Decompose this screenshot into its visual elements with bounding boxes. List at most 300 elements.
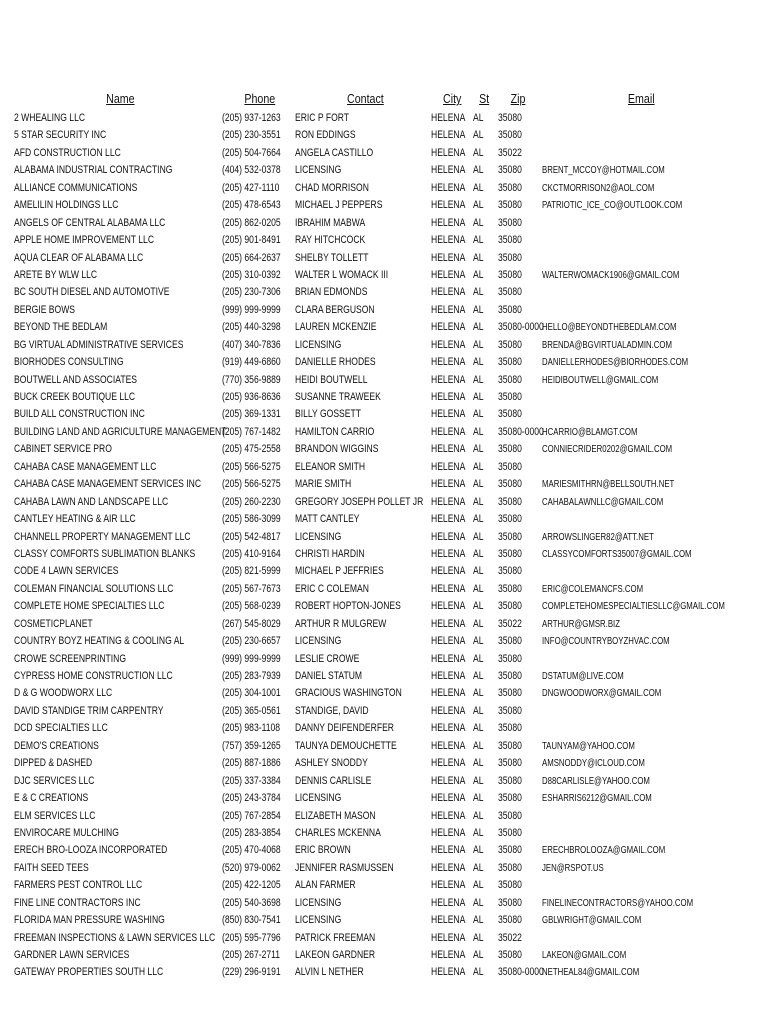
cell-phone: (205) 243-3784 [222,792,281,805]
cell-st: AL [473,530,484,543]
cell-city: HELENA [431,268,466,281]
cell-zip: 35080 [498,251,522,264]
table-row [0,459,770,476]
cell-st: AL [473,146,484,159]
table-row [0,598,770,615]
cell-name: 2 WHEALING LLC [14,112,86,124]
cell-email: ERECHBROLOOZA@GMAIL.COM [542,845,666,857]
cell-zip: 35080 [498,286,522,299]
cell-phone: (205) 230-6657 [222,635,281,648]
cell-name: FAITH SEED TEES [14,861,89,874]
cell-contact: LICENSING [295,792,342,805]
cell-zip: 35022 [498,617,522,630]
cell-email: GBLWRIGHT@GMAIL.COM [542,915,642,927]
cell-phone: (205) 540-3698 [222,896,281,909]
cell-st: AL [473,391,484,403]
cell-zip: 35080 [498,338,522,351]
cell-email: DANIELLERHODES@BIORHODES.COM [542,357,689,369]
cell-email: ESHARRIS6212@GMAIL.COM [542,793,652,805]
cell-phone: (205) 310-0392 [222,268,281,281]
cell-phone: (404) 532-0378 [222,164,281,177]
cell-city: HELENA [431,495,466,508]
table-row [0,703,770,720]
cell-st: AL [473,164,484,177]
table-row [0,372,770,389]
cell-phone: (205) 767-1482 [222,425,281,438]
table-row [0,337,770,354]
cell-phone: (205) 337-3384 [222,774,281,787]
cell-name: ARETE BY WLW LLC [14,268,98,281]
cell-email: D88CARLISLE@YAHOO.COM [542,775,650,787]
cell-name: BUILDING LAND AND AGRICULTURE MANAGEMENT [14,425,227,438]
cell-zip: 35080 [498,687,522,700]
cell-name: APPLE HOME IMPROVEMENT LLC [14,234,155,247]
table-row [0,476,770,493]
cell-name: FINE LINE CONTRACTORS INC [14,896,141,909]
cell-email: CLASSYCOMFORTS35007@GMAIL.COM [542,548,692,560]
cell-contact: HEIDI BOUTWELL [295,373,368,386]
cell-zip: 35080 [498,652,522,665]
cell-name: E & C CREATIONS [14,792,89,805]
cell-name: BERGIE BOWS [14,303,76,316]
cell-zip: 35080 [498,373,522,386]
cell-email: BRENT_MCCOY@HOTMAIL.COM [542,165,665,177]
cell-phone: (205) 566-5275 [222,460,281,473]
cell-zip: 35080 [498,303,522,316]
cell-city: HELENA [431,391,466,403]
cell-phone: (205) 586-3099 [222,513,281,526]
cell-phone: (205) 983-1108 [222,722,281,735]
cell-zip: 35080 [498,460,522,473]
cell-phone: (999) 999-9999 [222,303,281,316]
cell-city: HELENA [431,757,466,770]
table-row [0,808,770,825]
cell-city: HELENA [431,338,466,351]
table-row [0,267,770,284]
cell-name: ENVIROCARE MULCHING [14,826,119,839]
cell-st: AL [473,565,484,578]
cell-email: CONNIECRIDER0202@GMAIL.COM [542,444,673,456]
cell-phone: (850) 830-7541 [222,914,281,927]
table-row [0,127,770,144]
cell-name: CANTLEY HEATING & AIR LLC [14,513,136,526]
cell-phone: (205) 365-0561 [222,704,281,717]
cell-zip: 35080 [498,478,522,491]
cell-zip: 35080 [498,914,522,927]
table-row [0,145,770,162]
cell-st: AL [473,373,484,386]
cell-contact: LAKEON GARDNER [295,949,376,961]
cell-zip: 35080 [498,216,522,229]
header-st: St [479,91,490,106]
cell-name: BIORHODES CONSULTING [14,356,124,369]
cell-phone: (229) 296-9191 [222,966,281,979]
cell-contact: ALVIN L NETHER [295,966,364,979]
cell-contact: LICENSING [295,530,342,543]
table-row [0,563,770,580]
cell-email: ARROWSLINGER82@ATT.NET [542,531,654,543]
cell-name: BC SOUTH DIESEL AND AUTOMOTIVE [14,286,170,299]
cell-city: HELENA [431,303,466,316]
cell-name: BUCK CREEK BOUTIQUE LLC [14,391,136,403]
cell-email: ARTHUR@GMSR.BIZ [542,618,620,630]
cell-name: ALLIANCE COMMUNICATIONS [14,181,138,194]
cell-name: FREEMAN INSPECTIONS & LAWN SERVICES LLC [14,931,216,944]
cell-email: HCARRIO@BLAMGT.COM [542,426,638,438]
cell-name: COUNTRY BOYZ HEATING & COOLING AL [14,635,185,648]
cell-city: HELENA [431,914,466,927]
cell-name: FARMERS PEST CONTROL LLC [14,879,143,892]
cell-name: BUILD ALL CONSTRUCTION INC [14,408,145,421]
cell-phone: (407) 340-7836 [222,338,281,351]
cell-contact: IBRAHIM MABWA [295,216,366,229]
cell-phone: (205) 478-6543 [222,199,281,212]
cell-phone: (205) 767-2854 [222,809,281,822]
table-row [0,738,770,755]
cell-city: HELENA [431,530,466,543]
cell-email: DSTATUM@LIVE.COM [542,671,624,682]
table-row [0,319,770,336]
cell-st: AL [473,443,484,456]
cell-st: AL [473,251,484,264]
cell-name: COLEMAN FINANCIAL SOLUTIONS LLC [14,582,174,595]
cell-st: AL [473,513,484,526]
cell-zip: 35080 [498,739,522,752]
cell-name: ALABAMA INDUSTRIAL CONTRACTING [14,164,173,177]
cell-phone: (999) 999-9999 [222,652,281,665]
cell-phone: (205) 475-2558 [222,443,281,456]
table-row [0,755,770,772]
cell-contact: MATT CANTLEY [295,513,360,526]
cell-city: HELENA [431,356,466,369]
cell-phone: (205) 566-5275 [222,478,281,491]
table-row [0,389,770,406]
cell-zip: 35080 [498,234,522,247]
cell-city: HELENA [431,251,466,264]
cell-st: AL [473,408,484,421]
cell-city: HELENA [431,146,466,159]
cell-zip: 35080 [498,565,522,578]
cell-phone: (205) 567-7673 [222,582,281,595]
cell-st: AL [473,652,484,665]
cell-city: HELENA [431,792,466,805]
table-row [0,180,770,197]
table-row [0,302,770,319]
cell-email: HEIDIBOUTWELL@GMAIL.COM [542,374,659,386]
cell-city: HELENA [431,443,466,456]
cell-contact: DANIELLE RHODES [295,356,376,369]
cell-name: CAHABA CASE MANAGEMENT LLC [14,460,157,473]
cell-city: HELENA [431,687,466,700]
cell-city: HELENA [431,844,466,857]
cell-zip: 35080 [498,879,522,892]
cell-city: HELENA [431,600,466,613]
cell-zip: 35080 [498,600,522,613]
cell-email: MARIESMITHRN@BELLSOUTH.NET [542,479,675,491]
cell-contact: RAY HITCHCOCK [295,234,366,247]
cell-contact: DENNIS CARLISLE [295,774,372,787]
cell-contact: TAUNYA DEMOUCHETTE [295,739,397,752]
cell-phone: (205) 230-7306 [222,286,281,299]
cell-name: 5 STAR SECURITY INC [14,129,107,142]
header-name: Name [106,91,135,106]
cell-email: PATRIOTIC_ICE_CO@OUTLOOK.COM [542,200,683,212]
cell-st: AL [473,356,484,369]
cell-city: HELENA [431,286,466,299]
cell-name: COSMETICPLANET [14,617,93,630]
table-row [0,581,770,598]
cell-contact: BRANDON WIGGINS [295,443,379,456]
cell-city: HELENA [431,199,466,212]
cell-contact: ARTHUR R MULGREW [295,617,387,630]
cell-st: AL [473,809,484,822]
cell-name: BOUTWELL AND ASSOCIATES [14,373,138,386]
cell-st: AL [473,896,484,909]
cell-phone: (205) 595-7796 [222,931,281,944]
cell-city: HELENA [431,949,466,961]
cell-name: D & G WOODWORX LLC [14,687,113,700]
table-row [0,930,770,947]
cell-zip: 35080 [498,861,522,874]
cell-name: AMELILIN HOLDINGS LLC [14,199,119,212]
table-row [0,773,770,790]
cell-contact: BILLY GOSSETT [295,408,361,421]
cell-st: AL [473,635,484,648]
cell-city: HELENA [431,722,466,735]
cell-contact: GREGORY JOSEPH POLLET JR [295,495,424,508]
cell-st: AL [473,286,484,299]
cell-zip: 35080-0000 [498,321,544,334]
cell-city: HELENA [431,670,466,682]
cell-st: AL [473,600,484,613]
cell-name: DCD SPECIALTIES LLC [14,722,108,735]
cell-contact: CHAD MORRISON [295,181,369,194]
cell-contact: CHRISTI HARDIN [295,547,365,560]
cell-name: AFD CONSTRUCTION LLC [14,146,121,159]
table-row [0,633,770,650]
table-row [0,529,770,546]
cell-name: COMPLETE HOME SPECIALTIES LLC [14,600,165,613]
cell-city: HELENA [431,513,466,526]
cell-contact: BRIAN EDMONDS [295,286,368,299]
cell-zip: 35080 [498,408,522,421]
cell-zip: 35080-0000 [498,425,544,438]
table-row [0,110,770,127]
cell-contact: ALAN FARMER [295,879,356,892]
cell-contact: STANDIGE, DAVID [295,704,369,717]
cell-email: NETHEAL84@GMAIL.COM [542,967,640,979]
cell-phone: (205) 440-3298 [222,321,281,334]
table-row [0,825,770,842]
cell-contact: ROBERT HOPTON-JONES [295,600,401,613]
cell-contact: LICENSING [295,338,342,351]
cell-st: AL [473,181,484,194]
cell-name: CAHABA LAWN AND LANDSCAPE LLC [14,495,169,508]
cell-name: CABINET SERVICE PRO [14,443,112,456]
table-row [0,895,770,912]
cell-city: HELENA [431,112,466,124]
cell-email: CAHABALAWNLLC@GMAIL.COM [542,496,664,508]
table-body [0,110,770,982]
cell-contact: LESLIE CROWE [295,652,360,665]
cell-st: AL [473,129,484,142]
table-row [0,546,770,563]
table-row [0,162,770,179]
cell-email: INFO@COUNTRYBOYZHVAC.COM [542,636,670,648]
cell-contact: CLARA BERGUSON [295,303,375,316]
cell-contact: ANGELA CASTILLO [295,146,374,159]
cell-city: HELENA [431,129,466,142]
cell-city: HELENA [431,652,466,665]
cell-name: CODE 4 LAWN SERVICES [14,565,119,578]
cell-email: CKCTMORRISON2@AOL.COM [542,182,655,194]
cell-city: HELENA [431,826,466,839]
cell-name: ERECH BRO-LOOZA INCORPORATED [14,844,168,857]
cell-contact: ERIC BROWN [295,844,351,857]
cell-phone: (205) 230-3551 [222,129,281,142]
cell-zip: 35080 [498,670,522,682]
cell-zip: 35080 [498,391,522,403]
cell-phone: (757) 359-1265 [222,739,281,752]
table-row [0,790,770,807]
cell-st: AL [473,687,484,700]
cell-phone: (205) 304-1001 [222,687,281,700]
cell-st: AL [473,547,484,560]
cell-zip: 35080 [498,635,522,648]
header-zip: Zip [510,91,526,106]
cell-st: AL [473,949,484,961]
table-row [0,842,770,859]
cell-name: DAVID STANDIGE TRIM CARPENTRY [14,704,164,717]
cell-st: AL [473,931,484,944]
cell-name: CLASSY COMFORTS SUBLIMATION BLANKS [14,547,196,560]
cell-contact: PATRICK FREEMAN [295,931,376,944]
cell-contact: LICENSING [295,635,342,648]
cell-email: LAKEON@GMAIL.COM [542,950,627,961]
cell-phone: (205) 862-0205 [222,216,281,229]
cell-city: HELENA [431,809,466,822]
cell-zip: 35080 [498,530,522,543]
table-row [0,877,770,894]
cell-zip: 35080 [498,774,522,787]
cell-email: JEN@RSPOT.US [542,862,604,874]
cell-name: ELM SERVICES LLC [14,809,96,822]
cell-st: AL [473,338,484,351]
cell-email: WALTERWOMACK1906@GMAIL.COM [542,269,680,281]
cell-city: HELENA [431,408,466,421]
cell-phone: (205) 410-9164 [222,547,281,560]
cell-contact: HAMILTON CARRIO [295,425,375,438]
table-row [0,494,770,511]
cell-st: AL [473,199,484,212]
cell-st: AL [473,321,484,334]
cell-phone: (205) 369-1331 [222,408,281,421]
cell-contact: DANNY DEIFENDERFER [295,722,395,735]
cell-phone: (205) 422-1205 [222,879,281,892]
table-row [0,912,770,929]
cell-zip: 35080 [498,356,522,369]
cell-name: CROWE SCREENPRINTING [14,652,127,665]
cell-name: GATEWAY PROPERTIES SOUTH LLC [14,966,164,979]
cell-contact: DANIEL STATUM [295,670,363,682]
cell-contact: RON EDDINGS [295,129,356,142]
cell-phone: (205) 887-1886 [222,757,281,770]
cell-zip: 35080 [498,112,522,124]
cell-phone: (919) 449-6860 [222,356,281,369]
cell-city: HELENA [431,582,466,595]
table-header [0,91,770,109]
cell-contact: GRACIOUS WASHINGTON [295,687,402,700]
cell-contact: LICENSING [295,896,342,909]
cell-city: HELENA [431,739,466,752]
table-row [0,685,770,702]
cell-email: ERIC@COLEMANCFS.COM [542,583,644,595]
cell-zip: 35022 [498,931,522,944]
table-row [0,511,770,528]
cell-city: HELENA [431,216,466,229]
cell-contact: ELIZABETH MASON [295,809,376,822]
cell-zip: 35080 [498,704,522,717]
cell-email: FINELINECONTRACTORS@YAHOO.COM [542,897,694,909]
table-row [0,720,770,737]
cell-city: HELENA [431,234,466,247]
cell-city: HELENA [431,425,466,438]
cell-zip: 35080 [498,164,522,177]
table-row [0,354,770,371]
cell-city: HELENA [431,896,466,909]
cell-st: AL [473,774,484,787]
cell-contact: MARIE SMITH [295,478,352,491]
cell-st: AL [473,670,484,682]
cell-city: HELENA [431,321,466,334]
cell-city: HELENA [431,478,466,491]
cell-contact: LICENSING [295,164,342,177]
cell-contact: ERIC C COLEMAN [295,582,369,595]
cell-email: AMSNODDY@ICLOUD.COM [542,758,645,770]
cell-st: AL [473,966,484,979]
cell-phone: (205) 470-4068 [222,844,281,857]
cell-st: AL [473,617,484,630]
cell-phone: (205) 504-7664 [222,146,281,159]
cell-st: AL [473,739,484,752]
cell-zip: 35080 [498,199,522,212]
cell-email: BRENDA@BGVIRTUALADMIN.COM [542,339,672,351]
table-row [0,651,770,668]
cell-name: FLORIDA MAN PRESSURE WASHING [14,914,165,927]
cell-name: GARDNER LAWN SERVICES [14,949,130,961]
cell-zip: 35080 [498,792,522,805]
cell-phone: (205) 260-2230 [222,495,281,508]
cell-st: AL [473,792,484,805]
cell-zip: 35080 [498,129,522,142]
cell-zip: 35080 [498,896,522,909]
table-row [0,284,770,301]
cell-st: AL [473,112,484,124]
cell-phone: (205) 427-1110 [222,181,280,194]
cell-st: AL [473,826,484,839]
cell-name: AQUA CLEAR OF ALABAMA LLC [14,251,144,264]
cell-name: BG VIRTUAL ADMINISTRATIVE SERVICES [14,338,184,351]
cell-name: ANGELS OF CENTRAL ALABAMA LLC [14,216,166,229]
header-email: Email [627,91,655,106]
cell-phone: (205) 267-2711 [222,949,281,961]
cell-name: DEMO'S CREATIONS [14,739,99,752]
cell-phone: (205) 542-4817 [222,530,281,543]
cell-zip: 35080 [498,443,522,456]
cell-email: COMPLETEHOMESPECIALTIESLLC@GMAIL.COM [542,601,725,613]
cell-phone: (205) 901-8491 [222,234,281,247]
cell-contact: WALTER L WOMACK III [295,268,389,281]
